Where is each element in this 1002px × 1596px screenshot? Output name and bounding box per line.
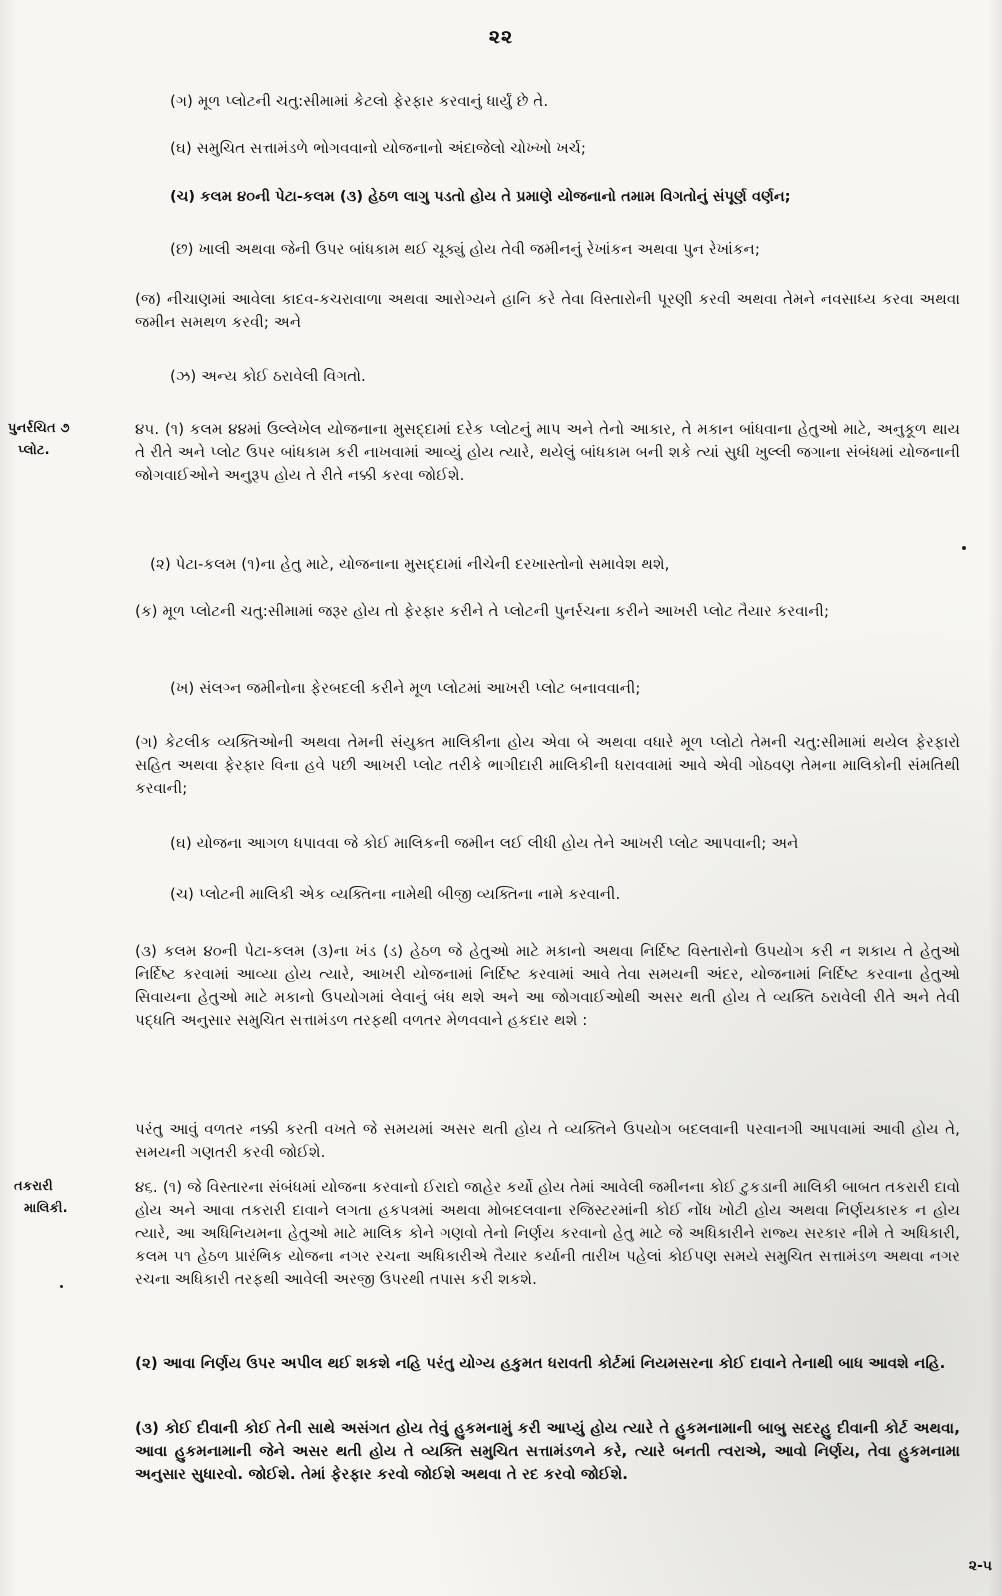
section-46-3: (૩) કોઈ દીવાની કોઈ તેની સાથે અસંગત હોય તેવું હુકમનામું કરી આપ્યું હોય ત્યારે તે હુકમનામાની બાબુ સદરહુ દીવાની કોર્ટ અથવા, આવા હુકમનામાની જેને અસર થતી હોય તે વ્યક્તિ સમુચિત સત્તામંડળને કરે, ત્યારે બનતી ત્વરાએ, આવો નિર્ણય, તેવા હુકમનામા અનુસાર સુધારવો. જોઈશે. તેમાં ફેરફાર કરવો જોઈશે અથવા તે રદ કરવો જોઈશે. (135, 1419, 960, 1483)
item-gh: (ઘ) સમુચિત સત્તામંડળે ભોગવવાનો યોજનાનો અંદાજેલો ચોખ્ખો ખર્ચ; (170, 139, 587, 157)
scan-speck (60, 1285, 63, 1288)
bottom-mark: ૨-૫ (968, 1558, 992, 1574)
section-45-3: (૩) કલમ ૪૦ની પેટા-કલમ (૩)ના ખંડ (ડ) હેઠળ જે હેતુઓ માટે મકાનો અથવા નિર્દિષ્ટ વિસ્તારોનો ઉપયોગ કરી ન શકાય તે હેતુઓ નિર્દિષ્ટ કરવામાં આવ્યા હોય ત્યારે, આખરી યોજનામાં નિર્દિષ્ટ કરવામાં આવે તેવા સમયની અંદર, યોજનામાં નિર્દિષ્ટ કરવાના હેતુઓ સિવાયના હેતુઓ માટે મકાનો ઉપયોગમાં લેવાનું બંધ થશે અને આ જોગવાઈઓથી અસર થતી હોય તે વ્યક્તિ ઠરાવેલી રીતે અને તેવી પદ્ધતિ અનુસાર સમુચિત સત્તામંડળ તરફથી વળતર મેળવવાને હકદાર થશે : (135, 942, 960, 1029)
side-note-reconstituted-plot-line1: પુનર્રચિત (8, 421, 56, 436)
side-note-disputed-ownership-line1: તકરારી (14, 1179, 53, 1194)
item-j: (જ) નીચાણમાં આવેલા કાદવ-કચરાવાળા અથવા આરોગ્યને હાનિ કરે તેવા વિસ્તારોની પૂરણી કરવી અથવા તેમને નવસાધ્ય કરવા અથવા જમીન સમથળ કરવી; અને (135, 290, 960, 331)
section-45-2: (૨) પેટા-કલમ (૧)ના હેતુ માટે, યોજનાના મુસદ્દામાં નીચેની દરખાસ્તોનો સમાવેશ થશે, (150, 555, 670, 573)
section-45-2-ga: (ગ) કેટલીક વ્યક્તિઓની અથવા તેમની સંયુક્ત માલિકીના હોય એવા બે અથવા વધારે મૂળ પ્લોટો તેમની ચતુ:સીમામાં થયેલ ફેરફારો સહિત અથવા ફેરફાર વિના હવે પછી આખરી પ્લોટ તરીકે ભાગીદારી માલિકીની ધરાવવામાં આવે એવી ગોઠવણ તેમના માલિકોની સંમતિથી કરવાની; (135, 733, 960, 797)
item-g: (ગ) મૂળ પ્લોટની ચતુ:સીમામાં કેટલો ફેરફાર કરવાનું ધાર્યું છે તે. (170, 92, 549, 110)
item-chh: (છ) ખાલી અથવા જેની ઉપર બાંધકામ થઈ ચૂક્યું હોય તેવી જમીનનું રેખાંકન અથવા પુન રેખાંકન; (170, 240, 760, 258)
section-46-1: ૪૬. (૧) જે વિસ્તારના સંબંધમાં યોજના કરવાનો ઈરાદો જાહેર કર્યો હોય તેમાં આવેલી જમીનના કોઈ ટુકડાની માલિકી બાબત તકરારી દાવો હોય અને આવા તકરારી દાવાને લગતા હકપત્રમાં અથવા મોબદલવાના રજિસ્ટરમાંની કોઈ નોંધ ખોટી હોય અથવા નિર્ણયકારક ન હોય ત્યારે, આ અધિનિયમના હેતુઓ માટે માલિક કોને ગણવો તેનો નિર્ણય કરવાનો હેતુ માટે જે અધિકારીને રાજ્ય સરકાર નીમે તે અધિકારી, કલમ ૫૧ હેઠળ પ્રારંભિક યોજના નગર રચના અધિકારીએ તૈયાર કર્યાની તારીખ પહેલાં કોઈપણ સમયે સમુચિત સત્તામંડળ અથવા નગર રચના અધિકારી તરફથી આવેલી અરજી ઉપરથી તપાસ કરી શકશે. (135, 1178, 960, 1288)
scan-speck (962, 546, 966, 550)
side-note-disputed-ownership-line2: માલિકી. (24, 1201, 68, 1216)
section-45-2-ka: (ક) મૂળ પ્લોટની ચતુ:સીમામાં જરૂર હોય તો ફેરફાર કરીને તે પ્લોટની પુનર્રચના કરીને આખરી પ્લોટ તૈયાર કરવાની; (135, 602, 830, 620)
section-45-2-cha: (ચ) પ્લોટની માલિકી એક વ્યક્તિના નામેથી બીજી વ્યક્તિના નામે કરવાની. (170, 885, 621, 903)
item-ch: (ચ) કલમ ૪૦ની પેટા-કલમ (૩) હેઠળ લાગુ પડતો હોય તે પ્રમાણે યોજનાનો તમામ વિગતોનું સંપૂર્ણ વર્ણન; (170, 189, 791, 205)
section-46-2: (૨) આવા નિર્ણય ઉપર અપીલ થઈ શકશે નહિ પરંતુ યોગ્ય હકુમત ધરાવતી કોર્ટમાં નિયમસરના કોઈ દાવાને તેનાથી બાધ આવશે નહિ. (135, 1354, 946, 1372)
section-45-2-gha: (ઘ) યોજના આગળ ધપાવવા જે કોઈ માલિકની જમીન લઈ લીધી હોય તેને આખરી પ્લોટ આપવાની; અને (170, 834, 799, 852)
page-number: ૨૨ (488, 26, 514, 48)
section-45-1: ૪૫. (૧) કલમ ૪૪માં ઉલ્લેખેલ યોજનાના મુસદ્દામાં દરેક પ્લોટનું માપ અને તેનો આકાર, તે મકાન બાંધવાના હેતુઓ માટે, અનુકૂળ થાય તે રીતે અને પ્લોટ ઉપર બાંધકામ કરી નાખવામાં આવ્યું હોય ત્યારે, થયેલું બાંધકામ બની શકે ત્યાં સુધી ખુલ્લી જગાના સંબંધમાં યોજનાની જોગવાઈઓને અનુરૂપ હોય તે રીતે નક્કી કરવા જોઈશે. (135, 420, 960, 484)
side-note-reconstituted-plot-line2: પ્લોટ. (18, 443, 50, 458)
side-note-reconstituted-plot: પુનર્રચિત ૭ પ્લોટ. (8, 418, 118, 462)
side-note-disputed-ownership (14, 1176, 114, 1220)
section-45-2-kha: (ખ) સંલગ્ન જમીનોના ફેરબદલી કરીને મૂળ પ્લોટમાં આખરી પ્લોટ બનાવવાની; (170, 679, 641, 697)
section-45-proviso: પરંતુ આવું વળતર નક્કી કરતી વખતે જે સમયમાં અસર થતી હોય તે વ્યક્તિને ઉપયોગ બદલવાની પરવાનગી આપવામાં આવી હોય તે, સમયની ગણતરી કરવી જોઈશે. (135, 1120, 960, 1161)
item-jh: (ઝ) અન્ય કોઈ ઠરાવેલી વિગતો. (170, 367, 366, 385)
